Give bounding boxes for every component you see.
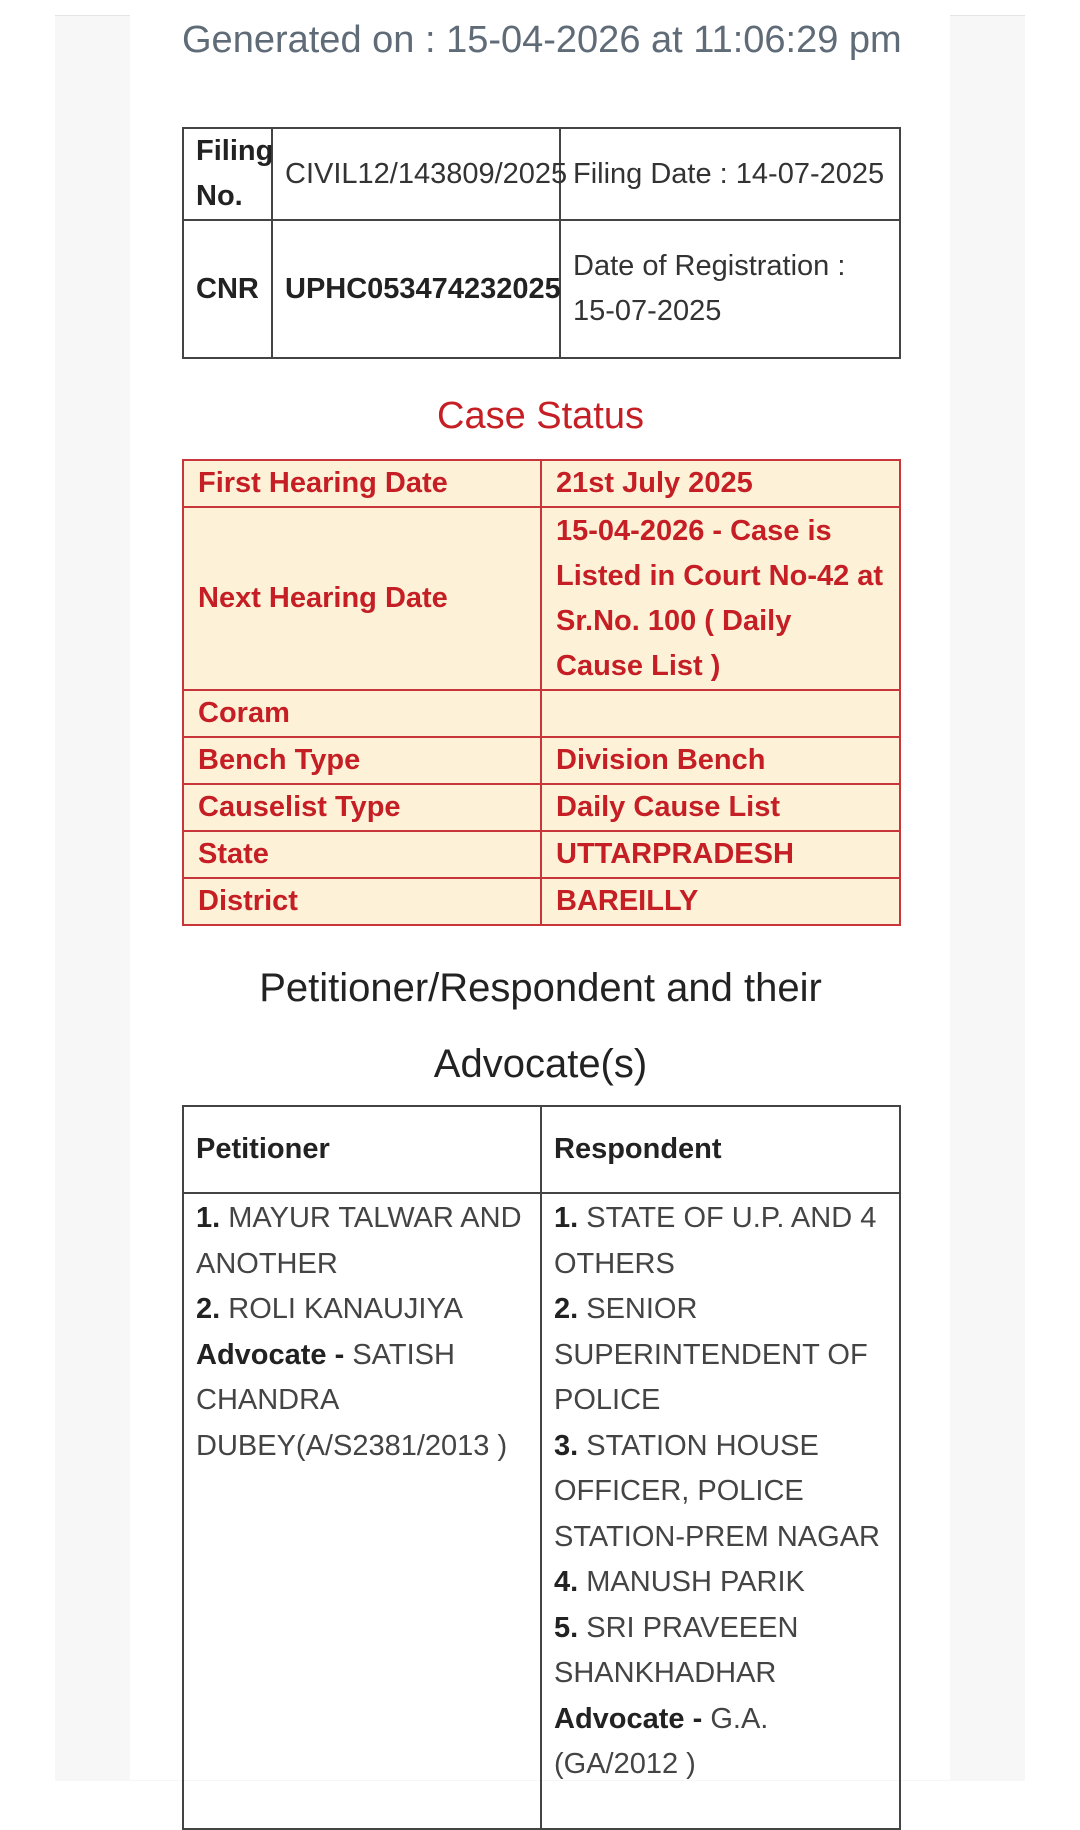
- respondent-item: [554, 1287, 887, 1424]
- case-status-table: [182, 459, 901, 926]
- parties-header-row: [183, 1106, 900, 1193]
- parties-body-row: [183, 1193, 900, 1829]
- case-status-value: 21st July 2025: [541, 460, 900, 507]
- petitioner-advocate: [196, 1333, 528, 1470]
- case-status-value: [541, 690, 900, 737]
- registration-date: Date of Registration : 15-07-2025: [560, 220, 900, 358]
- cnr-label: CNR: [183, 220, 272, 358]
- party-name: MANUSH PARIK: [586, 1566, 805, 1598]
- filing-date: Filing Date : 14-07-2025: [560, 128, 900, 220]
- petitioner-cell: [183, 1193, 541, 1829]
- case-status-label: Coram: [183, 690, 541, 737]
- party-number: 2.: [554, 1293, 579, 1325]
- case-status-row: [183, 831, 900, 878]
- respondent-list: [554, 1196, 887, 1697]
- respondent-item: [554, 1196, 887, 1287]
- petitioner-item: [196, 1196, 528, 1287]
- respondent-cell: [541, 1193, 900, 1829]
- advocate-name: SATISH CHANDRA DUBEY(A/S2381/2013 ): [196, 1338, 508, 1462]
- case-status-label: District: [183, 878, 541, 925]
- party-name: MAYUR TALWAR AND ANOTHER: [196, 1202, 522, 1280]
- case-status-title: Case Status: [437, 395, 644, 437]
- petitioner-header: Petitioner: [183, 1106, 541, 1193]
- party-name: SENIOR SUPERINTENDENT OF POLICE: [554, 1293, 868, 1416]
- parties-table: [182, 1105, 901, 1830]
- respondent-item: [554, 1560, 887, 1606]
- advocate-name: G.A. (GA/2012 ): [554, 1702, 769, 1780]
- party-number: 4.: [554, 1566, 579, 1598]
- filing-details-table: [182, 127, 901, 359]
- case-status-value: UTTARPRADESH: [541, 831, 900, 878]
- party-name: STATION HOUSE OFFICER, POLICE STATION-PREM NAGAR: [554, 1429, 880, 1553]
- party-name: STATE OF U.P. AND 4 OTHERS: [554, 1202, 877, 1280]
- respondent-header: Respondent: [541, 1106, 900, 1193]
- respondent-item: [554, 1606, 887, 1697]
- case-status-row: [183, 460, 900, 507]
- respondent-advocate: [554, 1697, 887, 1788]
- party-number: 2.: [196, 1293, 221, 1325]
- cnr-row: [183, 220, 900, 358]
- case-status-row: [183, 878, 900, 925]
- party-number: 3.: [554, 1429, 579, 1462]
- case-status-row: [183, 690, 900, 737]
- party-number: 5.: [554, 1611, 579, 1644]
- case-status-label: Bench Type: [183, 737, 541, 784]
- respondent-item: [554, 1424, 887, 1561]
- case-status-value: BAREILLY: [541, 878, 900, 925]
- petitioner-list: [196, 1196, 528, 1333]
- party-number: 1.: [554, 1202, 579, 1234]
- filing-no-label: Filing No.: [183, 128, 272, 220]
- party-name: SRI PRAVEEEN SHANKHADHAR: [554, 1611, 799, 1689]
- party-number: 1.: [196, 1202, 221, 1234]
- petitioner-item: [196, 1287, 528, 1333]
- case-status-value: 15-04-2026 - Case is Listed in Court No-42 at Sr.No. 100 ( Daily Cause List ): [541, 507, 900, 690]
- case-status-label: State: [183, 831, 541, 878]
- case-status-row: [183, 737, 900, 784]
- parties-section-title: Petitioner/Respondent and their Advocate(s): [259, 966, 822, 1086]
- filing-no-value: CIVIL12/143809/2025: [272, 128, 560, 220]
- case-status-label: Causelist Type: [183, 784, 541, 831]
- filing-row: [183, 128, 900, 220]
- cnr-value: UPHC053474232025: [272, 220, 560, 358]
- case-status-value: Division Bench: [541, 737, 900, 784]
- case-status-row: [183, 784, 900, 831]
- advocate-label: Advocate -: [196, 1338, 345, 1371]
- case-status-value: Daily Cause List: [541, 784, 900, 831]
- advocate-label: Advocate -: [554, 1702, 703, 1735]
- party-name: ROLI KANAUJIYA: [228, 1293, 463, 1325]
- generated-timestamp: Generated on : 15-04-2026 at 11:06:29 pm: [182, 19, 902, 61]
- case-status-label: Next Hearing Date: [183, 507, 541, 690]
- case-status-row: [183, 507, 900, 690]
- case-status-label: First Hearing Date: [183, 460, 541, 507]
